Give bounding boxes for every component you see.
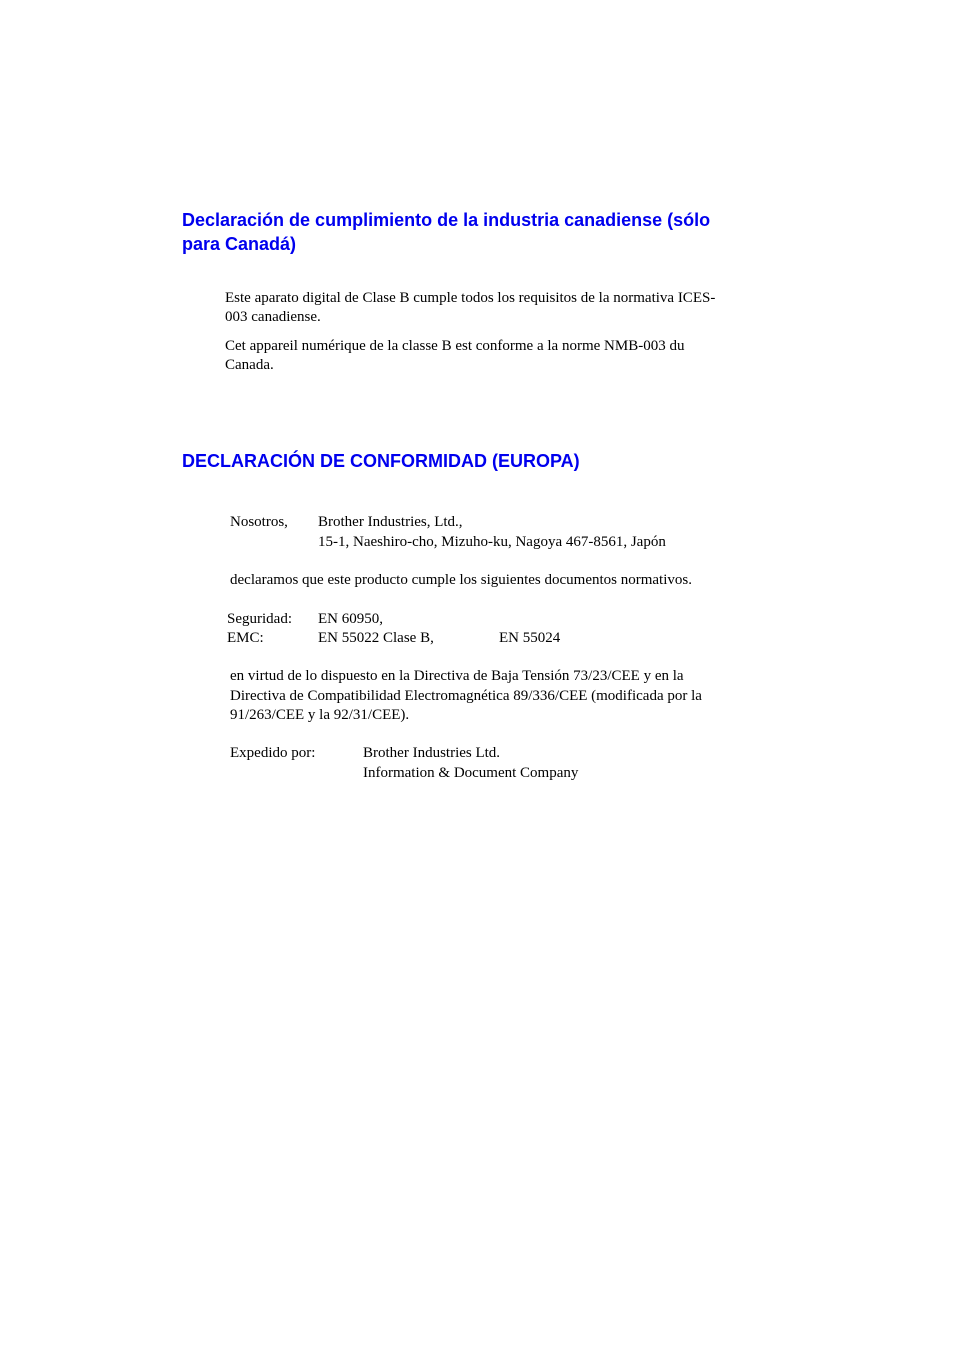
canada-heading-line1: Declaración de cumplimiento de la industria canadiense (sólo xyxy=(182,210,711,230)
directive-line1: en virtud de lo dispuesto en la Directiva de Baja Tensión 73/23/CEE y en la xyxy=(230,668,684,684)
europe-heading: DECLARACIÓN DE CONFORMIDAD (EUROPA) xyxy=(182,451,580,471)
declare-text: declaramos que este producto cumple los siguientes documentos normativos. xyxy=(230,572,692,588)
issuer-line2: Information & Document Company xyxy=(363,765,579,781)
canada-para2-line2: Canada. xyxy=(225,357,274,373)
emc-value2: EN 55024 xyxy=(499,630,561,646)
issued-label: Expedido por: xyxy=(230,745,316,761)
directive-line2: Directiva de Compatibilidad Electromagnética 89/336/CEE (modificada por la xyxy=(230,688,702,704)
issuer-line1: Brother Industries Ltd. xyxy=(363,745,501,761)
company-line2: 15-1, Naeshiro-cho, Mizuho-ku, Nagoya 467-8561, Japón xyxy=(318,534,666,550)
we-label: Nosotros, xyxy=(230,514,288,530)
canada-para1-line2: 003 canadiense. xyxy=(225,309,321,325)
emc-label: EMC: xyxy=(227,630,264,646)
canada-para2-line1: Cet appareil numérique de la classe B est conforme a la norme NMB-003 du xyxy=(225,338,685,354)
company-line1: Brother Industries, Ltd., xyxy=(318,514,463,530)
directive-line3: 91/263/CEE y la 92/31/CEE). xyxy=(230,707,410,723)
safety-value: EN 60950, xyxy=(318,611,383,627)
canada-para1-line1: Este aparato digital de Clase B cumple todos los requisitos de la normativa ICES- xyxy=(225,290,716,306)
safety-label: Seguridad: xyxy=(227,611,292,627)
emc-value1: EN 55022 Clase B, xyxy=(318,630,434,646)
canada-heading-line2: para Canadá) xyxy=(182,234,297,254)
